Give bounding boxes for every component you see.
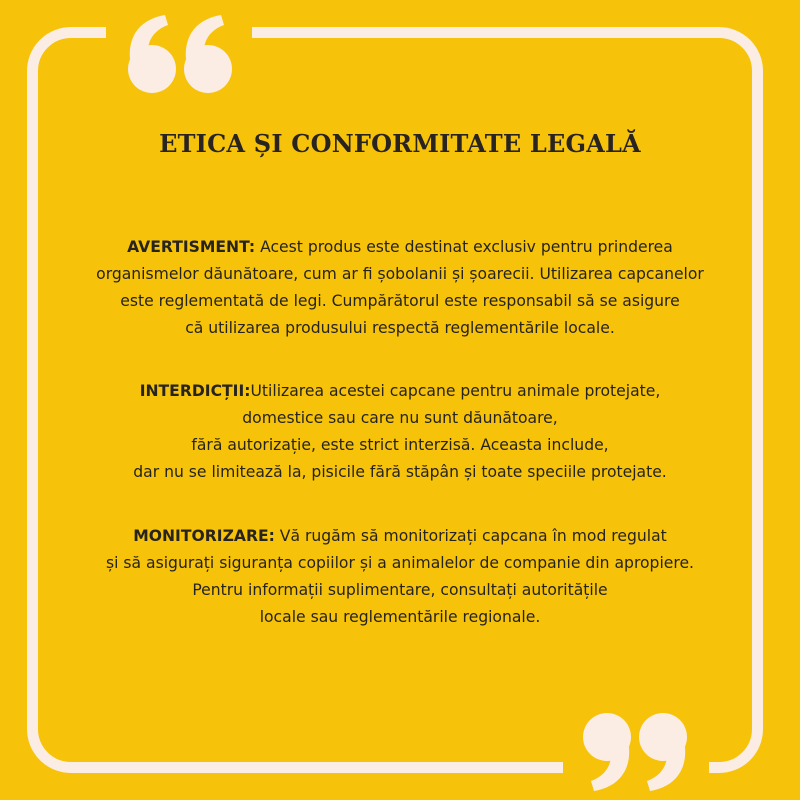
monitoring-label: MONITORIZARE: [133,527,275,545]
warning-text-line: este reglementată de legi. Cumpărătorul este responsabil să se asigure [120,292,680,310]
right-double-quote-icon [563,704,709,800]
left-double-quote-icon [106,6,252,102]
prohibitions-section [62,378,738,486]
warning-label: AVERTISMENT: [127,238,256,256]
prohibitions-line-1 [62,378,738,405]
monitoring-text-line: locale sau reglementările regionale. [259,608,541,626]
page-title: ETICA ȘI CONFORMITATE LEGALĂ [159,129,641,158]
prohibitions-text-line: dar nu se limitează la, pisicile fără stăpân și toate speciile protejate. [133,463,667,481]
monitoring-text-line: Pentru informații suplimentare, consultați autoritățile [192,581,608,599]
prohibitions-text-line: fără autorizație, este strict interzisă. Aceasta include, [191,436,609,454]
monitoring-line-1 [62,523,738,550]
warning-section [62,234,738,342]
warning-text-line: Acest produs este destinat exclusiv pentru prinderea [255,238,673,256]
warning-text-line: organismelor dăunătoare, cum ar fi șobolanii și șoarecii. Utilizarea capcanelor [96,265,704,283]
monitoring-text-line: Vă rugăm să monitorizați capcana în mod regulat [274,527,667,545]
prohibitions-text-line: Utilizarea acestei capcane pentru animale protejate, [250,382,661,400]
warning-text-line: că utilizarea produsului respectă reglementările locale. [185,319,615,337]
prohibitions-label: INTERDICȚII: [139,382,251,400]
monitoring-text-line: și să asigurați siguranța copiilor și a animalelor de companie din apropiere. [105,554,694,572]
warning-line-1 [62,234,738,261]
prohibitions-text-line: domestice sau care nu sunt dăunătoare, [242,409,558,427]
monitoring-section [62,523,738,631]
